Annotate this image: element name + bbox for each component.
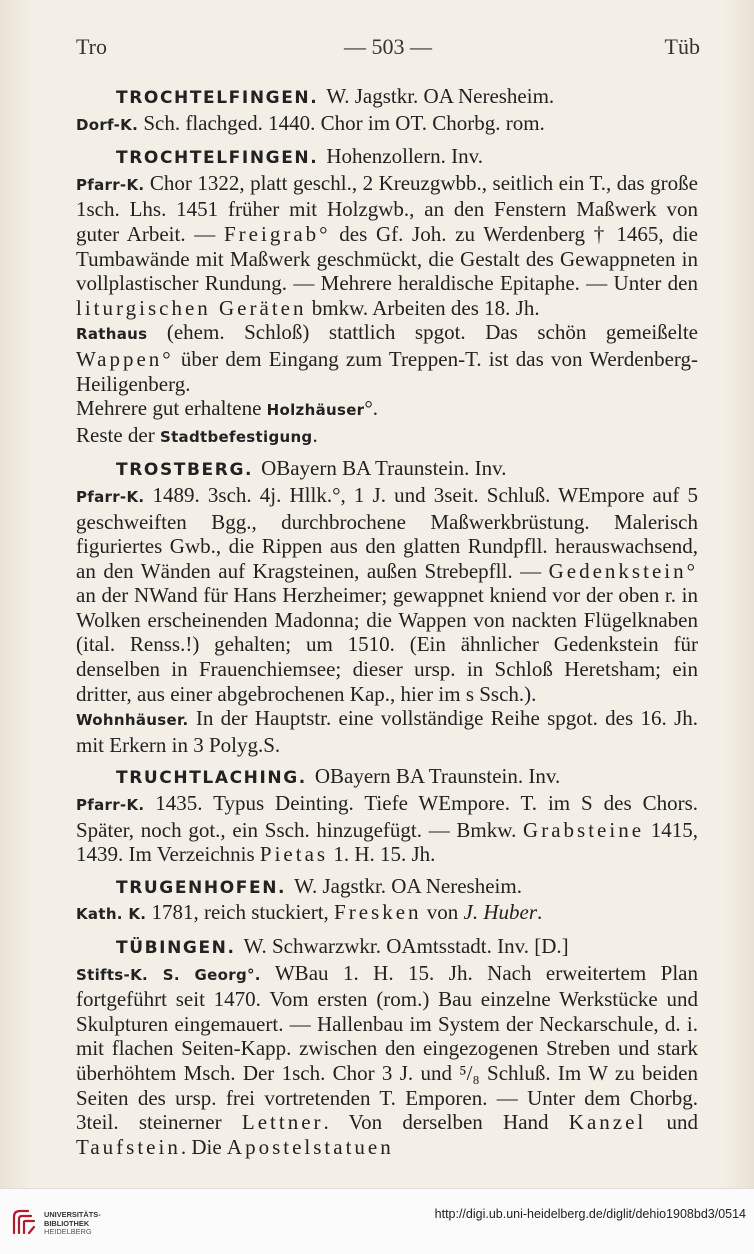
- entry-heading: [76, 874, 698, 901]
- page-body: [76, 84, 698, 1159]
- spaced-term: Freigrab°: [224, 221, 331, 246]
- place-name: TÜBINGEN.: [116, 938, 236, 958]
- place-info: Hohenzollern. Inv.: [326, 144, 483, 169]
- building-label: Stifts-K. S. Georg°.: [76, 965, 261, 984]
- artist-name: J. Huber: [463, 900, 538, 925]
- paragraph-text: WBau 1. H. 15. Jh. Nach erweitertem Plan fortgeführt seit 1470. Vom ersten (rom.) Bau einzelne Werkstücke und Skulpturen eingemauert. — Hallenbau im System der Neckarschule, d. i. mit flachen Seiten-Kapp. zwischen den eingezogenen Streben und stark überhöhtem Msch. Der 1sch. Chor 3 J. und: [76, 960, 698, 1085]
- paragraph-text: . Von derselben Hand: [323, 1110, 569, 1135]
- paragraph-text: Mehrere gut erhaltene: [76, 396, 267, 421]
- library-name-line: BIBLIOTHEK: [44, 1218, 90, 1228]
- entry-heading: [76, 144, 698, 171]
- entry-paragraph: [76, 171, 698, 321]
- paragraph-text: . Die: [180, 1134, 227, 1159]
- paragraph-text: 1435. Typus Deinting. Tiefe WEmpore. T. im S des Chors. Später, noch got., ein Ssch. hinzugefügt. — Bmkw.: [76, 791, 698, 842]
- paragraph-text: bmkw. Arbeiten des 18. Jh.: [306, 295, 540, 320]
- building-label: Wohnhäuser.: [76, 711, 189, 730]
- entry-heading: [76, 456, 698, 483]
- place-name: TROSTBERG.: [116, 460, 254, 481]
- place-info: W. Jagstkr. OA Neresheim.: [326, 84, 555, 108]
- entry-paragraph: [76, 396, 698, 423]
- entry-heading: [76, 84, 698, 111]
- spaced-term: Taufstein: [76, 1134, 181, 1159]
- paragraph-text: Chor 1322, platt geschl., 2 Kreuzgwbb., seitlich ein T., das große 1sch. Lhs. 1451 früher mit Holzgwb., an den Fenstern Maßwerk von guter Arbeit. —: [76, 170, 698, 246]
- library-name: [44, 1211, 101, 1237]
- entry-paragraph: [76, 423, 698, 450]
- paragraph-text: über dem Eingang zum Treppen-T. ist das von Werdenberg-Heiligenberg.: [76, 346, 698, 396]
- spaced-term: Apostelstatuen: [226, 1134, 394, 1159]
- spaced-term: Gedenkstein°: [548, 558, 698, 583]
- spaced-term: Wappen°: [76, 346, 174, 371]
- entry-paragraph: [76, 320, 698, 396]
- building-label: Stadtbefestigung: [159, 427, 313, 446]
- place-name: TRUCHTLACHING.: [116, 768, 307, 789]
- building-label: Kath. K.: [76, 905, 147, 924]
- place-info: OBayern BA Traunstein. Inv.: [261, 456, 507, 481]
- library-logo-icon: [9, 1207, 39, 1237]
- paragraph-text: des Gf. Joh. zu Werdenberg † 1465, die Tumbawände mit Maßwerk geschmückt, die Gestalt des Gewappneten in vollplastischer Rundung. — Mehrere heraldische Epitaphe. — Unter den: [76, 221, 698, 296]
- building-label: Dorf-K.: [76, 115, 139, 134]
- header-right: Tüb: [664, 34, 700, 59]
- entry-paragraph: [76, 483, 698, 706]
- building-label: Pfarr-K.: [76, 175, 145, 194]
- place-name: TROCHTELFINGEN.: [116, 148, 319, 169]
- place-info: W. Schwarzwkr. OAmtsstadt. Inv. [D.]: [243, 934, 569, 958]
- paragraph-text: 1. H. 15. Jh.: [328, 842, 436, 867]
- paragraph-text: 1489. 3sch. 4j. Hllk.°, 1 J. und 3seit. Schluß. WEmpore auf 5 geschweiften Bgg., durchbrochene Maßwerkbrüstung. Malerisch figuriertes Gwb., die Rippen aus den glatten Rundpfll. herauswachsend, an den Wänden auf Kragsteinen, außen Strebepfll. —: [76, 482, 698, 583]
- paragraph-text: In der Hauptstr. eine vollständige Reihe spgot. des 16. Jh. mit Erkern in 3 Polyg.S.: [76, 706, 698, 757]
- spaced-term: Fresken: [334, 900, 422, 925]
- entry-paragraph: [76, 111, 698, 138]
- paragraph-text: .: [537, 900, 543, 925]
- paragraph-text: Reste der: [76, 422, 160, 447]
- building-label: Rathaus: [76, 325, 148, 344]
- library-footer: [0, 1188, 754, 1254]
- entry-heading: [76, 764, 698, 791]
- library-name-line: UNIVERSITÄTS-: [44, 1210, 101, 1219]
- spaced-term: Kanzel: [568, 1110, 647, 1135]
- paragraph-text: und: [646, 1110, 699, 1135]
- building-label: Pfarr-K.: [76, 487, 145, 506]
- place-name: TRUGENHOFEN.: [116, 877, 287, 898]
- spaced-term: Pietas: [259, 842, 329, 867]
- place-name: TROCHTELFINGEN.: [116, 88, 319, 108]
- building-label: Holzhäuser: [266, 401, 365, 420]
- paragraph-text: an der NWand für Hans Herzheimer; gewappnet kniend vor der oben r. in Wolken erscheinenden Madonna; die Wappen von nackten Flügelknaben (ital. Renss.!) gehalten; um 1510. (Ein ähnlicher Gedenkstein für denselben in Frauenchiemsee; dieser ursp. in Schloß Heretsham; ein dritter, aus einer abgebrochenen Kap., hier im s Ssch.).: [76, 583, 698, 706]
- paragraph-text: °.: [364, 396, 379, 421]
- paragraph-text: (ehem. Schloß) stattlich spgot. Das schön gemeißelte: [147, 320, 698, 345]
- building-label: Pfarr-K.: [76, 796, 145, 815]
- paragraph-text: 1781, reich stuckiert,: [146, 900, 335, 925]
- fraction: ⁵/₈: [459, 1060, 480, 1085]
- library-name-line: HEIDELBERG: [44, 1227, 92, 1237]
- page-number: — 503 —: [344, 34, 432, 59]
- entry-paragraph: [76, 961, 698, 1160]
- permalink-url[interactable]: http://digi.ub.uni-heidelberg.de/diglit/dehio1908bd3/0514: [434, 1207, 746, 1221]
- paragraph-text: Sch. flachged. 1440. Chor im OT. Chorbg. rom.: [143, 110, 545, 135]
- spaced-term: liturgischen Geräten: [76, 295, 307, 320]
- paragraph-text: von: [421, 900, 464, 925]
- paragraph-text: 1415, 1439. Im Verzeichnis: [76, 817, 698, 867]
- paragraph-text: Schluß. Im W zu beiden Seiten des ursp. frei vortretenden T. Emporen. — Unter dem Chorbg. 3teil. steinerner: [76, 1060, 698, 1135]
- entry-paragraph: [76, 900, 698, 927]
- place-info: W. Jagstkr. OA Neresheim.: [294, 873, 522, 898]
- place-info: OBayern BA Traunstein. Inv.: [314, 764, 561, 789]
- entry-paragraph: [76, 706, 698, 757]
- running-header: [76, 34, 700, 68]
- entry-heading: [76, 934, 698, 961]
- entry-paragraph: [76, 791, 698, 867]
- paragraph-text: .: [312, 422, 318, 447]
- header-left: Tro: [76, 34, 107, 59]
- spaced-term: Lettner: [241, 1110, 324, 1135]
- spaced-term: Grabsteine: [523, 817, 645, 842]
